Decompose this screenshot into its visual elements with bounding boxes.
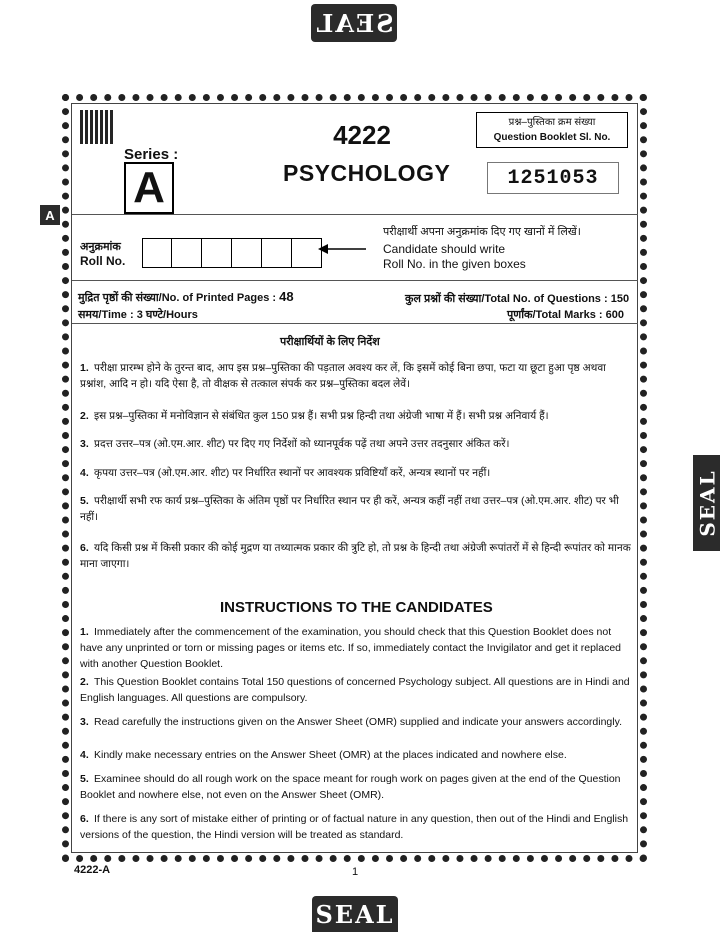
total-questions-value: 150 xyxy=(610,293,630,305)
divider xyxy=(72,214,638,215)
hindi-instruction-2 xyxy=(80,408,632,424)
hindi-instruction-6 xyxy=(80,540,632,572)
item-text: Immediately after the commencement of the examination, you should check that this Question Booklet does not have any unprinted or torn or missing pages or items etc. If so, immediately contact the Invigilator and get it replaced with another Question Booklet. xyxy=(80,626,622,670)
total-questions xyxy=(405,291,629,306)
item-text: इस प्रश्न–पुस्तिका में मनोविज्ञान से संबंधित कुल 150 प्रश्न हैं। सभी प्रश्न हिन्दी तथा अंग्रेजी भाषा में हैं। सभी प्रश्न अनिवार्य हैं। xyxy=(94,410,549,422)
item-number: 1. xyxy=(80,362,89,374)
arrow-left-icon xyxy=(318,243,366,255)
subject-title: PSYCHOLOGY xyxy=(283,160,451,186)
total-marks-value: 600 xyxy=(605,309,625,321)
english-instruction-4 xyxy=(80,747,632,763)
item-number: 4. xyxy=(80,467,89,479)
printed-pages-label: मुद्रित पृष्ठों की संख्या/No. of Printed Pages : xyxy=(78,292,277,304)
roll-box[interactable] xyxy=(232,238,262,268)
roll-box[interactable] xyxy=(262,238,292,268)
item-number: 3. xyxy=(80,438,89,450)
roll-note-en-line1: Candidate should write xyxy=(383,242,506,256)
item-text: This Question Booklet contains Total 150 questions of concerned Psychology subject. All questions are in Hindi and English languages. All questions are compulsory. xyxy=(80,676,630,704)
page-number: 1 xyxy=(352,866,359,878)
roll-note-hi: परीक्षार्थी अपना अनुक्रमांक दिए गए खानों में लिखें। xyxy=(383,226,581,238)
item-number: 5. xyxy=(80,773,89,785)
printed-pages-value: 48 xyxy=(279,289,294,304)
english-instruction-3 xyxy=(80,714,632,730)
item-text: Kindly make necessary entries on the Answer Sheet (OMR) at the places indicated and nowhere else. xyxy=(94,749,567,761)
roll-number-boxes[interactable] xyxy=(142,238,322,268)
series-value: A xyxy=(124,162,174,214)
seal-side-text: SEAL xyxy=(696,469,720,537)
english-instruction-2 xyxy=(80,674,632,706)
serial-number: 1251053 xyxy=(487,162,619,194)
roll-label-en: Roll No. xyxy=(80,254,126,268)
item-text: If there is any sort of mistake either of printing or of factual nature in any question, then out of the Hindi and English versions of the question, the Hindi version will be treated as standard. xyxy=(80,813,629,841)
roll-box[interactable] xyxy=(202,238,232,268)
seal-stamp-top: SEAL xyxy=(311,4,397,42)
printed-pages xyxy=(78,289,294,305)
divider xyxy=(72,323,638,324)
total-questions-label: कुल प्रश्नों की संख्या/Total No. of Questions : xyxy=(405,293,608,305)
seal-stamp-side xyxy=(693,455,720,551)
serial-label-hi: प्रश्न–पुस्तिका क्रम संख्या xyxy=(508,117,596,128)
item-number: 3. xyxy=(80,716,89,728)
item-text: परीक्षा प्रारम्भ होने के तुरन्त बाद, आप इस प्रश्न–पुस्तिका की पड़ताल अवश्य कर लें, कि इसमें कोई बिना छपा, फटा या छूटा हुआ पृष्ठ अथवा प्रश्नांश, आदि न हो। यदि ऐसा है, तो वीक्षक से तत्काल संपर्क कर प्रश्न–पुस्तिका बदल लेवें। xyxy=(80,362,606,390)
total-marks xyxy=(507,307,624,322)
seal-stamp-bottom: SEAL xyxy=(312,896,398,932)
total-marks-label: पूर्णांक/Total Marks : xyxy=(507,309,603,321)
hindi-instruction-5 xyxy=(80,493,632,525)
item-number: 2. xyxy=(80,676,89,688)
time-allowed: समय/Time : 3 घण्टे/Hours xyxy=(78,309,198,321)
english-instruction-5 xyxy=(80,771,632,803)
item-text: यदि किसी प्रश्न में किसी प्रकार की कोई मुद्रण या तथ्यात्मक प्रकार की त्रुटि हो, तो प्रश्न के हिन्दी तथा अंग्रेजी रूपांतरों में से हिन्दी रूपांतर को मानक माना जाएगा। xyxy=(80,542,631,570)
english-instruction-6 xyxy=(80,811,632,843)
footer-booklet-code: 4222-A xyxy=(74,864,111,876)
hindi-instruction-3 xyxy=(80,436,632,452)
item-number: 2. xyxy=(80,410,89,422)
hindi-instruction-4 xyxy=(80,465,632,481)
roll-box[interactable] xyxy=(172,238,202,268)
item-text: Examinee should do all rough work on the space meant for rough work on pages given at the end of the Question Booklet and nowhere else, not even on the Answer Sheet (OMR). xyxy=(80,773,621,801)
item-number: 4. xyxy=(80,749,89,761)
hindi-instruction-1 xyxy=(80,360,632,392)
item-text: Read carefully the instructions given on the Answer Sheet (OMR) supplied and indicate your answers accordingly. xyxy=(94,716,622,728)
booklet-code: 4222 xyxy=(333,120,391,150)
item-text: कृपया उत्तर–पत्र (ओ.एम.आर. शीट) पर निर्धारित स्थानों पर आवश्यक प्रविष्टियाँ करें, अन्यत्र स्थानों पर नहीं। xyxy=(94,467,491,479)
roll-box[interactable] xyxy=(142,238,172,268)
serial-label-en: Question Booklet Sl. No. xyxy=(493,132,611,143)
side-series-marker: A xyxy=(40,205,60,225)
roll-note-en-line2: Roll No. in the given boxes xyxy=(383,257,526,271)
item-number: 6. xyxy=(80,813,89,825)
series-label: Series : xyxy=(124,146,179,163)
item-number: 5. xyxy=(80,495,89,507)
english-instructions-heading: INSTRUCTIONS TO THE CANDIDATES xyxy=(220,599,493,616)
hindi-instructions-heading: परीक्षार्थियों के लिए निर्देश xyxy=(280,336,380,348)
serial-label-box xyxy=(476,112,628,148)
qr-code-icon xyxy=(80,110,114,144)
item-number: 1. xyxy=(80,626,89,638)
roll-label-hi: अनुक्रमांक xyxy=(80,241,121,253)
item-text: परीक्षार्थी सभी रफ कार्य प्रश्न–पुस्तिका के अंतिम पृष्ठों पर निर्धारित स्थान पर ही करें, अन्यत्र कहीं नहीं तथा उत्तर–पत्र (ओ.एम.आर. शीट) पर भी नहीं। xyxy=(80,495,619,523)
divider xyxy=(72,280,638,281)
english-instruction-1 xyxy=(80,624,632,672)
item-number: 6. xyxy=(80,542,89,554)
item-text: प्रदत्त उत्तर–पत्र (ओ.एम.आर. शीट) पर दिए गए निर्देशों को ध्यानपूर्वक पढ़ें तथा अपने उत्तर तदनुसार अंकित करें। xyxy=(94,438,510,450)
